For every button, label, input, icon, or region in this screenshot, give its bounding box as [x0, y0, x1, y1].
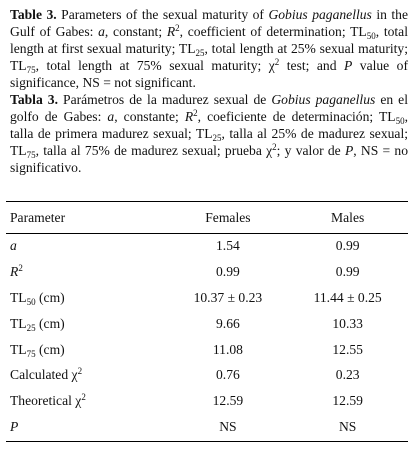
cell-males: 0.99 [335, 237, 360, 253]
caption-spanish [10, 91, 408, 176]
cell-males: 12.59 [332, 393, 363, 409]
cell-females: 0.99 [216, 263, 240, 279]
maturity-table [6, 202, 408, 440]
caption-spanish-text: Parámetros de la madurez sexual de Gobius paganellus en el golfo de Gabes: a, constante; $R^2$, coeficiente de determinación; $TL_{50}$, talla de primera madurez sexual; $TL_{25}$, talla al 25% de madurez sexual; $TL_{75}$, talla al 75% de madurez sexual; prueba $\chi^2$; y valor de P, NS = no significativo. [10, 92, 409, 175]
table-header-row [6, 202, 408, 233]
cell-females: 1.54 [216, 237, 240, 253]
cell-females: 0.76 [216, 367, 240, 383]
cell-males: 10.33 [332, 315, 363, 331]
cell-males: 0.23 [335, 367, 360, 383]
table-row [6, 414, 408, 440]
table-row [6, 337, 408, 363]
table-row [6, 259, 408, 285]
table-row [6, 311, 408, 337]
caption-spanish-label: Tabla 3. [10, 92, 58, 107]
cell-males: 11.44 ± 0.25 [313, 289, 382, 305]
caption-english [10, 6, 408, 91]
cell-males: NS [338, 419, 357, 435]
header-females: Females [205, 209, 251, 225]
table-row [6, 233, 408, 259]
cell-females: 9.66 [216, 315, 240, 331]
table-row [6, 285, 408, 311]
header-males: Males [331, 209, 365, 225]
caption-english-text: Parameters of the sexual maturity of Gobius paganellus in the Gulf of Gabes: a, constant; $R^2$, coefficient of determination; $TL_{50}$, total length at first sexual maturity; $TL_{25}$, total length at 25% sexual maturity; $TL_{75}$, total length at 75% sexual maturity; $\chi^2$ test; and P value of significance, NS = not significant. [10, 7, 409, 90]
caption-english-label: Table 3. [10, 7, 57, 22]
cell-females: NS [219, 419, 237, 435]
table-bottom-rule [6, 441, 408, 442]
cell-parameter: Theoretical $\chi^2$ [10, 392, 86, 409]
cell-parameter: P [10, 419, 19, 435]
table-row [6, 362, 408, 388]
cell-females: 12.59 [212, 393, 244, 409]
cell-parameter: $TL_{75}$ (cm) [10, 341, 65, 359]
cell-parameter: Calculated $\chi^2$ [10, 366, 83, 383]
cell-parameter: $R^2$ [10, 262, 23, 279]
cell-females: 11.08 [212, 341, 243, 357]
cell-parameter: $TL_{50}$ (cm) [10, 289, 65, 307]
header-parameter: Parameter [10, 209, 66, 225]
cell-parameter: $TL_{25}$ (cm) [10, 315, 65, 333]
cell-females: 10.37 ± 0.23 [193, 289, 263, 305]
cell-males: 12.55 [332, 341, 363, 357]
table-row [6, 388, 408, 414]
cell-males: 0.99 [335, 263, 360, 279]
cell-parameter: a [10, 237, 17, 253]
